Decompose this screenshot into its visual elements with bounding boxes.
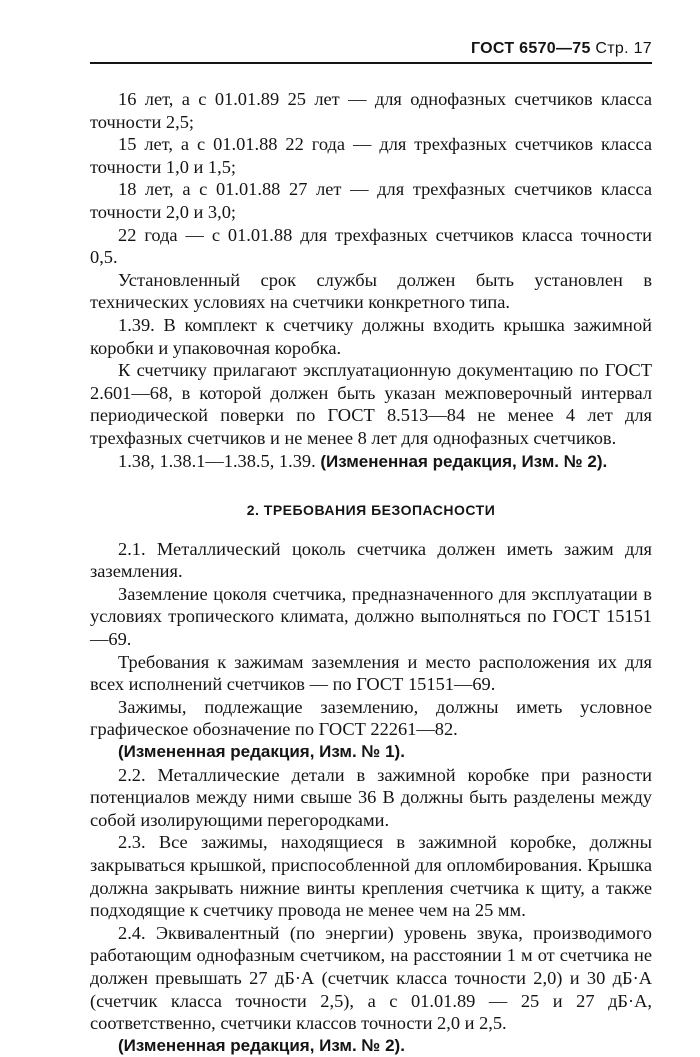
paragraph: 18 лет, а с 01.01.88 27 лет — для трехфазных счетчиков класса точности 2,0 и 3,0;: [90, 179, 652, 222]
paragraph: Зажимы, подлежащие заземлению, должны иметь условное графическое обозначение по ГОСТ 22261—82.: [90, 696, 652, 740]
page-header: [90, 40, 652, 64]
paragraph: 15 лет, а с 01.01.88 22 года — для трехфазных счетчиков класса точности 1,0 и 1,5;: [90, 134, 652, 177]
paragraph: 2.4. Эквивалентный (по энергии) уровень звука, производимого работающим однофазным счетчиком, на расстоянии 1 м от счетчика не должен превышать 27 дБ·А (счетчик класса точности 2,0) и 30 дБ·А (счетчик класса точности 2,5), а с 01.01.89 — 25 и 27 дБ·А, соответственно, счетчики классов точности 2,0 и 2,5.: [90, 922, 652, 1034]
amendment-line: [90, 450, 652, 474]
paragraph: 16 лет, а с 01.01.89 25 лет — для однофазных счетчиков класса точности 2,5;: [90, 89, 652, 132]
paragraph: Заземление цоколя счетчика, предназначенного для эксплуатации в условиях тропического климата, должно выполняться по ГОСТ 15151—69.: [90, 583, 652, 650]
document-body: [90, 88, 652, 1057]
section-title: 2. ТРЕБОВАНИЯ БЕЗОПАСНОСТИ: [246, 502, 496, 519]
paragraph: К счетчику прилагают эксплуатационную документацию по ГОСТ 2.601—68, в которой должен быть указан межповерочный интервал периодической поверки по ГОСТ 8.513—84 не менее 4 лет для трехфазных счетчиков и не менее 8 лет для однофазных счетчиков.: [90, 360, 652, 448]
amendment-note: (Измененная редакция, Изм. № 2).: [320, 451, 608, 471]
paragraph: 2.1. Металлический цоколь счетчика должен иметь зажим для заземления.: [90, 538, 652, 582]
paragraph: Требования к зажимам заземления и место расположения их для всех исполнений счетчиков — по ГОСТ 15151—69.: [90, 651, 652, 695]
paragraph: 2.3. Все зажимы, находящиеся в зажимной коробке, должны закрываться крышкой, приспособленной для опломбирования. Крышка должна закрывать нижние винты крепления счетчика к щиту, а также подходящие к счетчику провода не менее чем на 25 мм.: [90, 832, 652, 921]
amendment-refs: 1.38, 1.38.1—1.38.5, 1.39.: [118, 450, 316, 471]
document-code: ГОСТ 6570—75: [471, 40, 591, 57]
paragraph: Установленный срок службы должен быть установлен в технических условиях на счетчики конкретного типа.: [90, 269, 652, 313]
amendment-note: (Измененная редакция, Изм. № 1).: [118, 742, 405, 762]
paragraph: 2.2. Металлические детали в зажимной коробке при разности потенциалов между ними свыше 36 В должны быть разделены между собой изолирующими перегородками.: [90, 764, 652, 830]
paragraph: 22 года — с 01.01.88 для трехфазных счетчиков класса точности 0,5.: [90, 224, 652, 268]
paragraph: 1.39. В комплект к счетчику должны входить крышка зажимной коробки и упаковочная коробка.: [90, 314, 652, 358]
page-number: Стр. 17: [595, 40, 652, 57]
amendment-note: (Измененная редакция, Изм. № 2).: [118, 1035, 405, 1055]
